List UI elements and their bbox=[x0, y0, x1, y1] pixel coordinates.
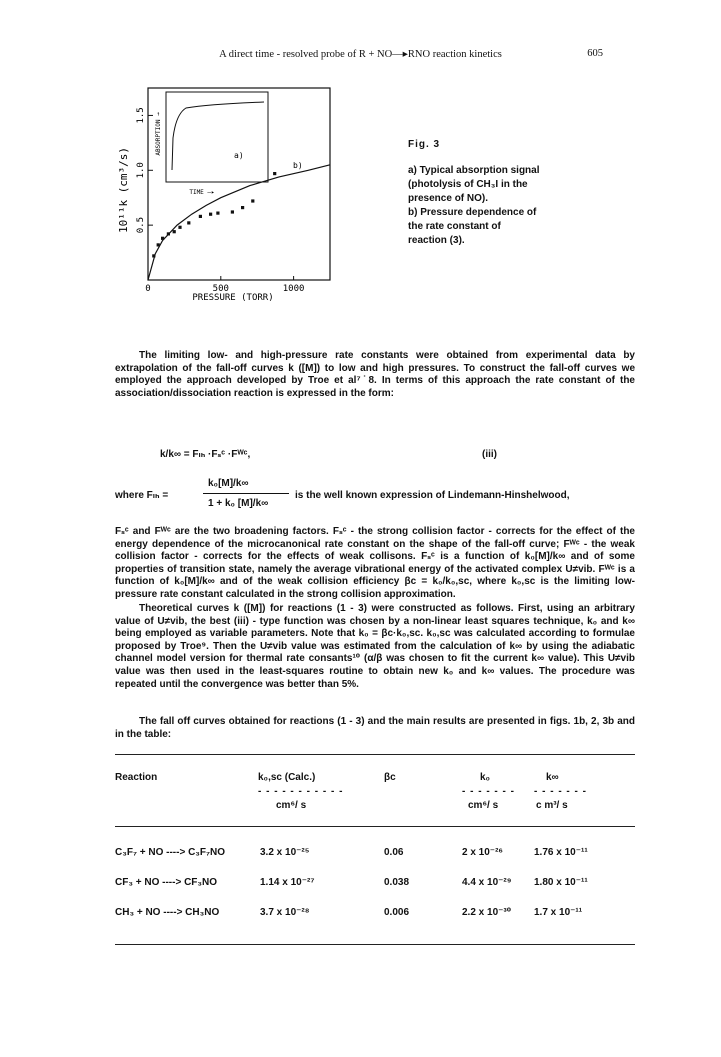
caption-line: (photolysis of CH₃I in the bbox=[408, 179, 528, 190]
col-header-kinf: k∞ bbox=[546, 772, 559, 783]
inset-y-label: ABSORPTION → bbox=[155, 112, 162, 156]
panel-b-label: b) bbox=[293, 161, 303, 170]
data-point bbox=[216, 212, 219, 215]
body-paragraph-1: The limiting low- and high-pressure rate constants were obtained from experimental data by extrapolation of the fall-off curves k ([M]) to low and high pressures. To construct the fall-off curves we employed the approach developed by Troe et al⁷˙8. In terms of this approach the rate constant of the association/dissociation reaction is expressed in the form: bbox=[115, 350, 635, 399]
table-top-rule bbox=[115, 754, 635, 755]
running-title: A direct time - resolved probe of R + NO—▸RNO reaction kinetics bbox=[219, 49, 502, 60]
table-cell-k0: 2 x 10⁻²⁶ bbox=[462, 847, 504, 858]
x-tick-label: 0 bbox=[145, 284, 151, 294]
data-point bbox=[241, 206, 244, 209]
x-axis-label: PRESSURE (TORR) bbox=[192, 293, 274, 303]
data-point bbox=[152, 254, 155, 257]
fraction-bar bbox=[203, 493, 289, 494]
table-cell-kinf: 1.7 x 10⁻¹¹ bbox=[534, 907, 583, 918]
unit-k0: cm⁶/ s bbox=[468, 800, 499, 811]
equation-iii bbox=[160, 449, 620, 465]
col-header-reaction: Reaction bbox=[115, 772, 158, 783]
col-header-k0sc: k₀,sc (Calc.) bbox=[258, 772, 316, 783]
table-cell-beta: 0.006 bbox=[384, 907, 410, 918]
table-cell-k0sc: 1.14 x 10⁻²⁷ bbox=[260, 877, 315, 888]
header-dashes: - - - - - - - - - - - bbox=[258, 786, 344, 797]
body-paragraph-4: The fall off curves obtained for reactions (1 - 3) and the main results are presented in figs. 1b, 2, 3b and in the table: bbox=[115, 716, 635, 740]
page-number: 605 bbox=[587, 48, 603, 59]
data-point bbox=[173, 230, 176, 233]
table-cell-k0sc: 3.2 x 10⁻²⁵ bbox=[260, 847, 310, 858]
where-flh: where Fₗₕ = bbox=[115, 490, 169, 501]
equation-number: (iii) bbox=[482, 449, 497, 460]
table-cell-kinf: 1.76 x 10⁻¹¹ bbox=[534, 847, 588, 858]
figure-3 bbox=[110, 78, 350, 318]
page-header bbox=[0, 48, 721, 64]
data-point bbox=[209, 213, 212, 216]
caption-line: reaction (3). bbox=[408, 235, 465, 246]
table-header-rule bbox=[115, 826, 635, 827]
data-point bbox=[199, 215, 202, 218]
inset-x-label: TIME —▸ bbox=[189, 189, 215, 196]
y-tick-label: 1.0 bbox=[136, 162, 146, 179]
caption-line: presence of NO). bbox=[408, 193, 489, 204]
data-point bbox=[231, 210, 234, 213]
data-point bbox=[187, 221, 190, 224]
table-cell-reaction: CF₃ + NO ----> CF₃NO bbox=[115, 877, 218, 888]
figure-caption bbox=[408, 138, 608, 248]
y-tick-label: 0.5 bbox=[136, 217, 146, 234]
table-cell-beta: 0.038 bbox=[384, 877, 410, 888]
header-dashes: - - - - - - - bbox=[534, 786, 587, 797]
data-point bbox=[167, 232, 170, 235]
x-tick-label: 500 bbox=[212, 284, 229, 294]
col-header-beta: βc bbox=[384, 772, 396, 783]
unit-k0sc: cm⁶/ s bbox=[276, 800, 307, 811]
lindemann-expression bbox=[115, 478, 635, 514]
table-cell-k0: 4.4 x 10⁻²⁹ bbox=[462, 877, 512, 888]
data-point bbox=[273, 172, 276, 175]
caption-line: the rate constant of bbox=[408, 221, 501, 232]
header-dashes: - - - - - - - bbox=[462, 786, 515, 797]
panel-a-label: a) bbox=[234, 151, 244, 160]
lindemann-description: is the well known expression of Lindemann-Hinshelwood, bbox=[295, 490, 570, 501]
inset-frame bbox=[166, 92, 268, 182]
table-cell-k0: 2.2 x 10⁻³⁰ bbox=[462, 907, 512, 918]
data-point bbox=[157, 243, 160, 246]
body-paragraph-3: Theoretical curves k ([M]) for reactions (1 - 3) were constructed as follows. First, using an arbitrary value of U≠vib, the best (iii) - type function was chosen by a non-linear least squares technique, k₀ and k∞ being employed as variable parameters. Note that k₀ = βc·k₀,sc. k₀,sc was calculated according to formulae proposed by Troe⁹. Then the U≠vib value was estimated from the calculation of k∞ by using the adiabatic channel model version for thermal rate consants¹⁰ (α/β was chosen to fit the current k∞ value). This U≠vib value was then used in the least-squares routine to obtain new k₀ and k∞ values. The procedure was repeated until the convergence was better than 5%. bbox=[115, 603, 635, 690]
table-cell-beta: 0.06 bbox=[384, 847, 404, 858]
data-point bbox=[178, 226, 181, 229]
fraction-numerator: k₀[M]/k∞ bbox=[208, 478, 249, 489]
fraction-denominator: 1 + k₀ [M]/k∞ bbox=[208, 498, 269, 509]
unit-kinf: c m³/ s bbox=[536, 800, 568, 811]
data-point bbox=[161, 237, 164, 240]
caption-line: a) Typical absorption signal bbox=[408, 165, 540, 176]
table-cell-k0sc: 3.7 x 10⁻²⁸ bbox=[260, 907, 310, 918]
body-paragraph-2: Fₛᶜ and Fᵂᶜ are the two broadening factors. Fₛᶜ - the strong collision factor - corrects for the effect of the energy dependence of the microcanonical rate constant on the shape of the fall-off curve; Fᵂᶜ - the weak collision factor - corrects for the effects of weak collisons. Fₛᶜ is a function of k₀[M]/k∞ and of some properties of transition state, namely the average vibrational energy of the activated complex U≠vib. Fᵂᶜ is a function of k₀[M]/k∞ and of the weak collision efficiency βc = k₀/k₀,sc, where k₀,sc is the limiting low-pressure rate constant calculated in the strong collision approximation. bbox=[115, 526, 635, 600]
caption-line: b) Pressure dependence of bbox=[408, 207, 537, 218]
table-cell-reaction: CH₃ + NO ----> CH₃NO bbox=[115, 907, 220, 918]
table-cell-kinf: 1.80 x 10⁻¹¹ bbox=[534, 877, 588, 888]
table-bottom-rule bbox=[115, 944, 635, 945]
table-cell-reaction: C₃F₇ + NO ----> C₃F₇NO bbox=[115, 847, 226, 858]
data-point bbox=[251, 199, 254, 202]
y-axis-label: 10¹¹k (cm³/s) bbox=[117, 146, 130, 234]
x-tick-label: 1000 bbox=[282, 284, 305, 294]
caption-label: Fig. 3 bbox=[408, 139, 441, 150]
y-tick-label: 1.5 bbox=[136, 107, 146, 124]
col-header-k0: k₀ bbox=[480, 772, 491, 783]
equation-text: k/k∞ = Fₗₕ ·Fₛᶜ ·Fᵂᶜ, bbox=[160, 449, 251, 460]
